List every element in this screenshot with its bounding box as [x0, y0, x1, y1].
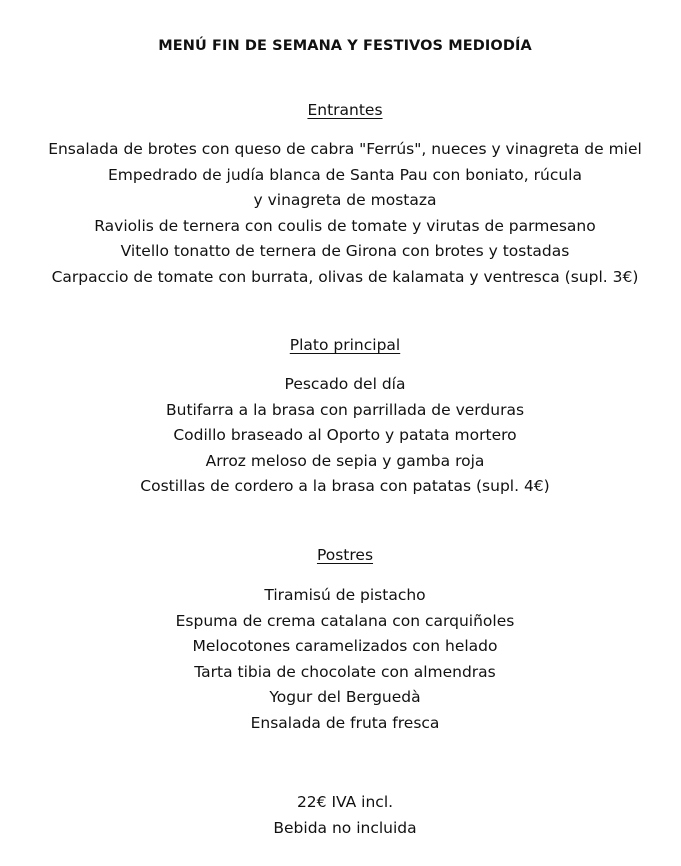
- menu-item: Raviolis de ternera con coulis de tomate y virutas de parmesano: [94, 216, 596, 235]
- principal-list: [0, 372, 681, 500]
- menu-item: Tarta tibia de chocolate con almendras: [194, 662, 496, 681]
- section-heading-postres: Postres: [316, 546, 374, 564]
- menu-item: Ensalada de fruta fresca: [250, 713, 440, 732]
- menu-title: MENÚ FIN DE SEMANA Y FESTIVOS MEDIODÍA: [158, 38, 532, 54]
- drinks-note: Bebida no incluida: [273, 818, 417, 837]
- menu-item: Empedrado de judía blanca de Santa Pau con boniato, rúcula: [108, 165, 582, 184]
- postres-list: [0, 583, 681, 736]
- menu-item: Espuma de crema catalana con carquiñoles: [175, 611, 515, 630]
- menu-price: 22€ IVA incl.: [296, 793, 394, 811]
- menu-item: Butifarra a la brasa con parrillada de verduras: [165, 400, 525, 419]
- menu-item: Codillo braseado al Oporto y patata mortero: [173, 426, 517, 444]
- price-block: [0, 790, 681, 841]
- entrantes-list: [0, 137, 681, 290]
- menu-item: Vitello tonatto de ternera de Girona con brotes y tostadas: [120, 242, 570, 260]
- menu-item: Ensalada de brotes con queso de cabra "Ferrús", nueces y vinagreta de miel: [48, 140, 642, 158]
- menu-item: Carpaccio de tomate con burrata, olivas de kalamata y ventresca (supl. 3€): [51, 267, 639, 286]
- menu-item: Pescado del día: [284, 375, 406, 393]
- menu-item: Tiramisú de pistacho: [264, 586, 426, 604]
- menu-item: Arroz meloso de sepia y gamba roja: [205, 451, 485, 470]
- menu-item: Yogur del Berguedà: [269, 688, 421, 706]
- menu-item: y vinagreta de mostaza: [253, 191, 437, 209]
- menu-item: Melocotones caramelizados con helado: [192, 637, 498, 655]
- menu-item: Costillas de cordero a la brasa con patatas (supl. 4€): [140, 477, 550, 495]
- section-heading-entrantes: Entrantes: [307, 101, 383, 119]
- section-heading-plato-principal: Plato principal: [289, 336, 401, 354]
